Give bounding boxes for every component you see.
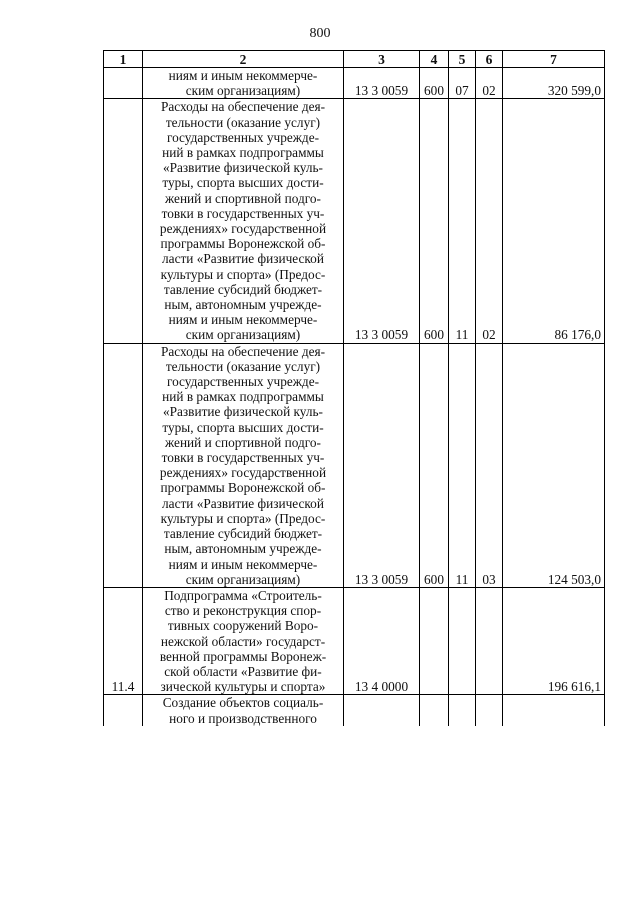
row-description: Расходы на обеспечение дея- тельности (оказание услуг) государственных учрежде- ний в рамках подпрограммы «Развитие физической куль- туры, спорта высших дости- жений и спортивной подго- товки в государственных уч- реждениях» государственной программы Воронежской об- ласти «Развитие физической культуры и спорта» (Предос- тавление субсидий бюджет- ным, автономным учрежде- ниям и иным некоммерче- ским организациям) bbox=[143, 99, 344, 343]
row-description: Создание объектов социаль- ного и производственного bbox=[143, 695, 344, 726]
row-column-6 bbox=[476, 695, 503, 726]
column-header-row bbox=[104, 51, 605, 68]
row-amount: 196 616,1 bbox=[503, 587, 605, 694]
row-target-code: 13 3 0059 bbox=[344, 68, 420, 99]
row-column-5: 11 bbox=[449, 99, 476, 343]
row-number bbox=[104, 695, 143, 726]
row-column-4: 600 bbox=[420, 68, 449, 99]
row-column-4: 600 bbox=[420, 343, 449, 587]
row-column-6 bbox=[476, 587, 503, 694]
row-column-6: 02 bbox=[476, 68, 503, 99]
column-header-7: 7 bbox=[503, 51, 605, 68]
row-target-code: 13 4 0000 bbox=[344, 587, 420, 694]
row-column-6: 02 bbox=[476, 99, 503, 343]
row-column-5 bbox=[449, 587, 476, 694]
column-header-3: 3 bbox=[344, 51, 420, 68]
column-header-5: 5 bbox=[449, 51, 476, 68]
table-row bbox=[104, 343, 605, 587]
row-amount: 320 599,0 bbox=[503, 68, 605, 99]
row-column-6: 03 bbox=[476, 343, 503, 587]
column-header-6: 6 bbox=[476, 51, 503, 68]
row-column-5 bbox=[449, 695, 476, 726]
page-number: 800 bbox=[309, 26, 331, 41]
row-column-4: 600 bbox=[420, 99, 449, 343]
row-column-5: 07 bbox=[449, 68, 476, 99]
row-amount: 86 176,0 bbox=[503, 99, 605, 343]
row-number bbox=[104, 99, 143, 343]
budget-table bbox=[103, 50, 605, 726]
table-row bbox=[104, 695, 605, 726]
row-amount: 124 503,0 bbox=[503, 343, 605, 587]
column-header-1: 1 bbox=[104, 51, 143, 68]
table-row bbox=[104, 587, 605, 694]
row-target-code bbox=[344, 695, 420, 726]
row-number bbox=[104, 68, 143, 99]
row-description: Расходы на обеспечение дея- тельности (оказание услуг) государственных учрежде- ний в рамках подпрограммы «Развитие физической куль- туры, спорта высших дости- жений и спортивной подго- товки в государственных уч- реждениях» государственной программы Воронежской об- ласти «Развитие физической культуры и спорта» (Предос- тавление субсидий бюджет- ным, автономным учрежде- ниям и иным некоммерче- ским организациям) bbox=[143, 343, 344, 587]
row-number bbox=[104, 343, 143, 587]
row-target-code: 13 3 0059 bbox=[344, 99, 420, 343]
row-column-4 bbox=[420, 587, 449, 694]
column-header-4: 4 bbox=[420, 51, 449, 68]
column-header-2: 2 bbox=[143, 51, 344, 68]
row-target-code: 13 3 0059 bbox=[344, 343, 420, 587]
table-row bbox=[104, 68, 605, 99]
row-amount bbox=[503, 695, 605, 726]
row-description: Подпрограмма «Строитель- ство и реконструкция спор- тивных сооружений Воро- нежской области» государст- венной программы Воронеж- ской области «Развитие фи- зической культуры и спорта» bbox=[143, 587, 344, 694]
row-description: ниям и иным некоммерче- ским организациям) bbox=[143, 68, 344, 99]
row-number: 11.4 bbox=[104, 587, 143, 694]
row-column-4 bbox=[420, 695, 449, 726]
row-column-5: 11 bbox=[449, 343, 476, 587]
table-row bbox=[104, 99, 605, 343]
